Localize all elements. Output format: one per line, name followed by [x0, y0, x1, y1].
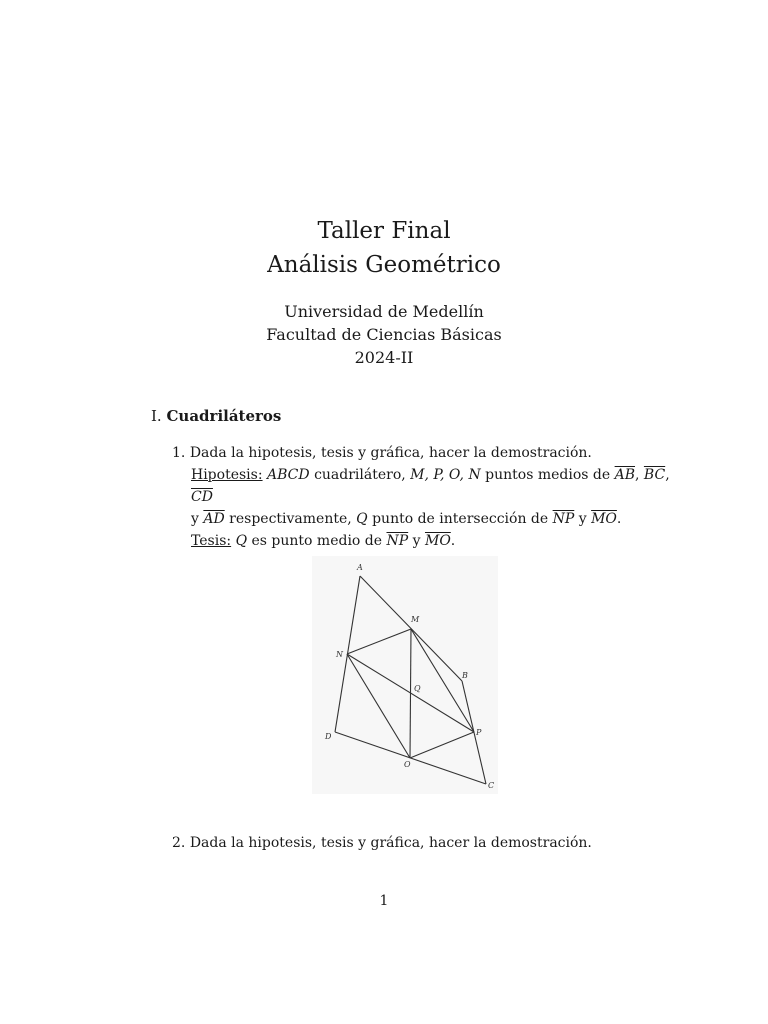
problem-2-number: 2. [172, 835, 186, 851]
problem-1-hypothesis: Hipotesis: ABCD cuadrilátero, M, P, O, N puntos medios de $\overline{AB}$, $\overline{BC}$, $\overline{CD}$ [191, 467, 670, 505]
hyp-y: y [191, 511, 204, 527]
section-title: Cuadriláteros [166, 407, 282, 425]
hyp-y-2: y [574, 511, 592, 527]
page-number: 1 [379, 893, 389, 909]
hyp-text-3: respectivamente, [224, 511, 357, 527]
subtitle-block [0, 300, 768, 369]
term: 2024-II [354, 348, 414, 367]
segment-bc: $\overline{BC}$ [643, 467, 666, 483]
section-heading [151, 407, 281, 425]
problem-1-text: Dada la hipotesis, tesis y gráfica, hacer la demostración. [189, 445, 592, 461]
hyp-text-1: cuadrilátero, [309, 467, 411, 483]
label-a: A [357, 563, 363, 572]
segment-mo: $\overline{MO}$ [591, 511, 617, 527]
thesis-q: Q [235, 533, 248, 549]
hyp-text-4: punto de intersección de [367, 511, 553, 527]
label-o: O [404, 760, 411, 769]
thesis-text: es punto medio de [247, 533, 387, 549]
thesis-segment-mo: $\overline{MO}$ [424, 533, 451, 549]
segment-nm [347, 629, 411, 654]
label-m: M [411, 615, 420, 624]
segment-po [410, 732, 474, 758]
title-block [0, 214, 768, 282]
label-d: D [325, 732, 332, 741]
hypothesis-label: Hipotesis: [191, 467, 263, 483]
problem-1-number: 1. [172, 445, 186, 461]
quadrilateral-diagram [312, 556, 498, 794]
problem-2-text: Dada la hipotesis, tesis y gráfica, hacer la demostración. [189, 835, 592, 851]
thesis-segment-np: $\overline{NP}$ [386, 533, 409, 549]
label-p: P [476, 728, 482, 737]
segment-mp [411, 629, 474, 732]
segment-on [347, 654, 410, 758]
label-c: C [488, 781, 495, 790]
hyp-points: M, P, O, N [410, 467, 481, 483]
hyp-abcd: ABCD [267, 467, 310, 483]
segment-ab: $\overline{AB}$ [614, 467, 636, 483]
university-name: Universidad de Medellín [284, 302, 484, 321]
label-b: B [462, 671, 468, 680]
label-q: Q [414, 684, 421, 693]
title-line-2: Análisis Geométrico [267, 252, 501, 278]
hyp-text-2: puntos medios de [480, 467, 615, 483]
title-line-1: Taller Final [317, 218, 451, 244]
thesis-y: y [408, 533, 425, 549]
hyp-q: Q [356, 511, 368, 527]
problem-1-thesis: Tesis: Q es punto medio de $\overline{NP}$ y $\overline{MO}$. [191, 533, 456, 549]
faculty-name: Facultad de Ciencias Básicas [266, 325, 502, 344]
segment-np: $\overline{NP}$ [552, 511, 575, 527]
problem-1-statement [172, 442, 692, 464]
segment-cd: $\overline{CD}$ [191, 489, 213, 505]
section-number: I. [151, 407, 162, 425]
geometry-figure [312, 556, 498, 794]
problem-1-hypothesis-cont: y $\overline{AD}$ respectivamente, Q punto de intersección de $\overline{NP}$ y $\overline{MO}$. [191, 511, 622, 527]
thesis-label: Tesis: [191, 533, 232, 549]
problem-2 [172, 832, 692, 854]
problem-1 [172, 442, 692, 552]
label-n: N [336, 650, 343, 659]
segment-ad: $\overline{AD}$ [203, 511, 225, 527]
